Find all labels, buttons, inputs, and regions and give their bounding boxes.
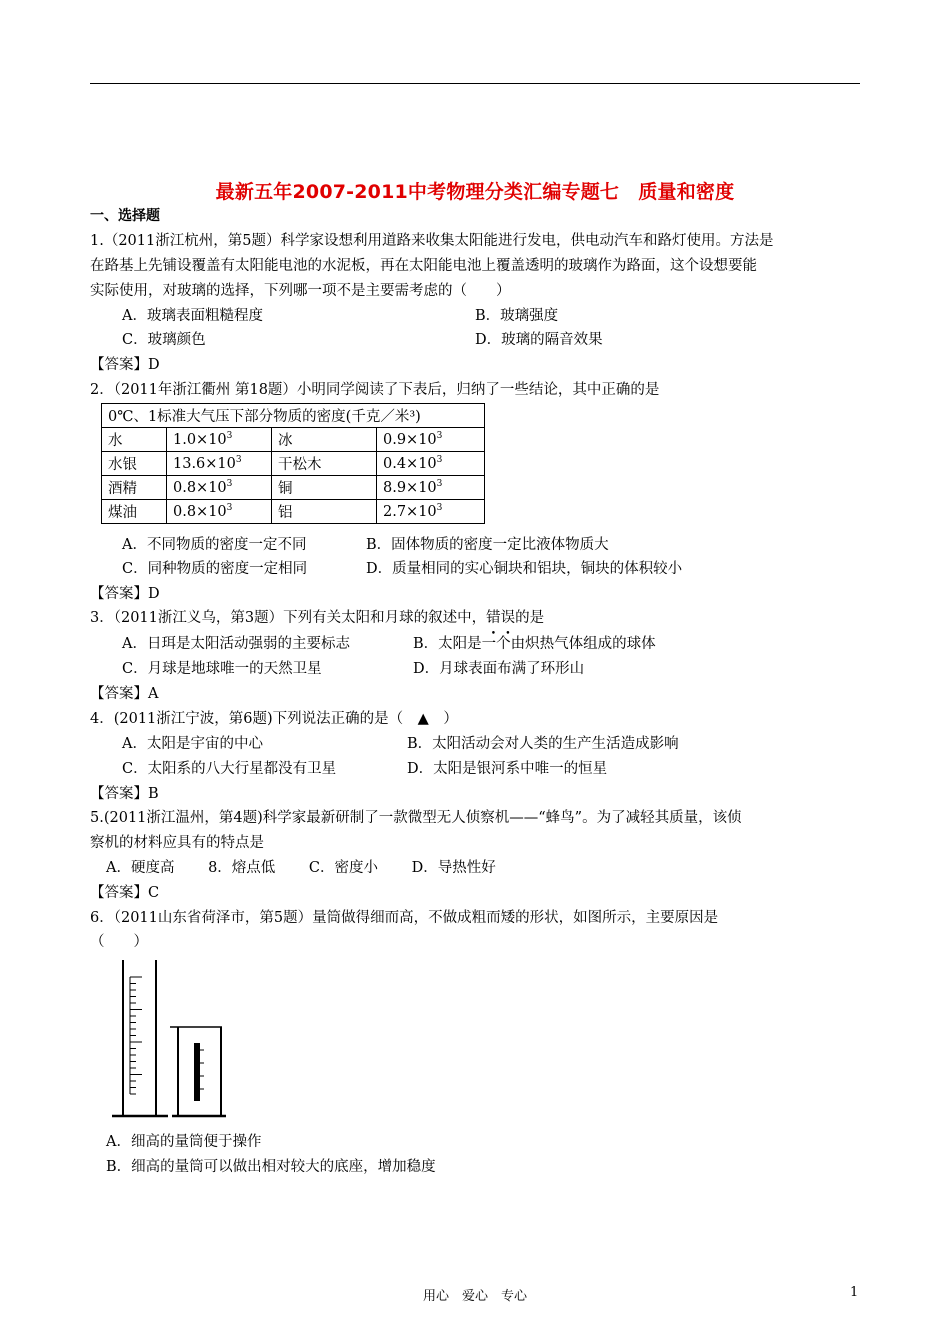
q2-option-a: A．不同物质的密度一定不同: [122, 537, 307, 553]
q3-option-b: B．太阳是一个由炽热气体组成的球体: [413, 636, 656, 652]
table-cell: 干松木: [272, 452, 377, 476]
header-rule: [90, 83, 860, 84]
density-table-header: 0℃、1标准大气压下部分物质的密度(千克／米³): [102, 404, 485, 428]
q4-option-d: D．太阳是银河系中唯一的恒星: [407, 761, 608, 777]
table-row: [102, 476, 485, 500]
q3-option-c: C．月球是地球唯一的天然卫星: [122, 661, 322, 677]
table-cell: 铜: [272, 476, 377, 500]
q1-line2: 在路基上先铺设覆盖有太阳能电池的水泥板，再在太阳能电池上覆盖透明的玻璃作为路面，这个设想要能: [90, 258, 757, 274]
q3-option-a: A．日珥是太阳活动强弱的主要标志: [122, 636, 350, 652]
q5-line2: 察机的材料应具有的特点是: [90, 835, 264, 851]
table-row: [102, 452, 485, 476]
emphasis-mark: 误: [500, 610, 516, 626]
q1-option-c: C．玻璃颜色: [122, 332, 206, 348]
q1-answer: 【答案】D: [90, 357, 160, 373]
q5-options: A．硬度高 8．熔点低 C．密度小 D．导热性好: [106, 860, 496, 876]
q5-line1: 5.(2011浙江温州，第4题)科学家最新研制了一款微型无人侦察机——“蜂鸟”。为了减轻其质量，该侦: [90, 810, 742, 826]
table-cell: 冰: [272, 428, 377, 452]
table-cell: $0.4\times 10^3$: [377, 452, 485, 476]
q4-line1: 4．(2011浙江宁波，第6题)下列说法正确的是（ ▲ ）: [90, 711, 458, 727]
table-cell: 铝: [272, 500, 377, 524]
table-cell: 酒精: [102, 476, 167, 500]
q4-option-a: A．太阳是宇宙的中心: [122, 736, 263, 752]
density-table: [101, 403, 485, 524]
q1-line3: 实际使用，对玻璃的选择，下列哪一项不是主要需考虑的（ ）: [90, 283, 511, 299]
q2-option-b: B．固体物质的密度一定比液体物质大: [366, 537, 609, 553]
table-row: [102, 428, 485, 452]
q6-option-a: A．细高的量筒便于操作: [106, 1134, 262, 1150]
q3-option-d: D．月球表面布满了环形山: [413, 661, 585, 677]
table-cell: $8.9\times 10^3$: [377, 476, 485, 500]
tall-cylinder: [112, 960, 168, 1116]
q1-line1: 1.（2011浙江杭州，第5题）科学家设想利用道路来收集太阳能进行发电，供电动汽车和路灯使用。方法是: [90, 233, 774, 249]
q2-line1: 2．（2011年浙江衢州 第18题）小明同学阅读了下表后，归纳了一些结论，其中正确的是: [90, 382, 660, 398]
measuring-cylinders-figure: [108, 955, 228, 1130]
q2-answer: 【答案】D: [90, 586, 160, 602]
q4-option-c: C．太阳系的八大行星都没有卫星: [122, 761, 337, 777]
q6-line2: （ ）: [90, 934, 148, 950]
q6-line1: 6．（2011山东省荷泽市，第5题）量筒做得细而高，不做成粗而矮的形状，如图所示，主要原因是: [90, 910, 719, 926]
table-cell: 水银: [102, 452, 167, 476]
q2-option-d: D．质量相同的实心铜块和铝块，铜块的体积较小: [366, 561, 683, 577]
table-cell: $0.8\times 10^3$: [167, 476, 272, 500]
q5-answer: 【答案】C: [90, 885, 160, 901]
q6-option-b: B．细高的量筒可以做出相对较大的底座，增加稳度: [106, 1159, 436, 1175]
page-title: 最新五年2007-2011中考物理分类汇编专题七 质量和密度: [215, 181, 735, 203]
short-cylinder: [170, 1027, 226, 1116]
table-cell: $0.9\times 10^3$: [377, 428, 485, 452]
page-footer: 用心 爱心 专心: [422, 1289, 527, 1304]
table-cell: $13.6\times 10^3$: [167, 452, 272, 476]
table-cell: $0.8\times 10^3$: [167, 500, 272, 524]
table-cell: $2.7\times 10^3$: [377, 500, 485, 524]
table-cell: $1.0\times 10^3$: [167, 428, 272, 452]
q1-option-b: B．玻璃强度: [475, 308, 559, 324]
q4-option-b: B．太阳活动会对人类的生产生活造成影响: [407, 736, 679, 752]
q1-option-a: A．玻璃表面粗糙程度: [122, 308, 263, 324]
table-row: [102, 500, 485, 524]
q3-answer: 【答案】A: [90, 686, 159, 702]
section-heading: 一、选择题: [90, 208, 160, 224]
page-number: 1: [850, 1285, 859, 1300]
table-cell: 水: [102, 428, 167, 452]
q3-line1: 3．（2011浙江义乌，第3题）下列有关太阳和月球的叙述中，错误的是: [90, 610, 545, 626]
q4-answer: 【答案】B: [90, 786, 159, 802]
emphasis-mark: 错: [486, 610, 501, 626]
q2-option-c: C．同种物质的密度一定相同: [122, 561, 308, 577]
q1-option-d: D．玻璃的隔音效果: [475, 332, 603, 348]
table-cell: 煤油: [102, 500, 167, 524]
